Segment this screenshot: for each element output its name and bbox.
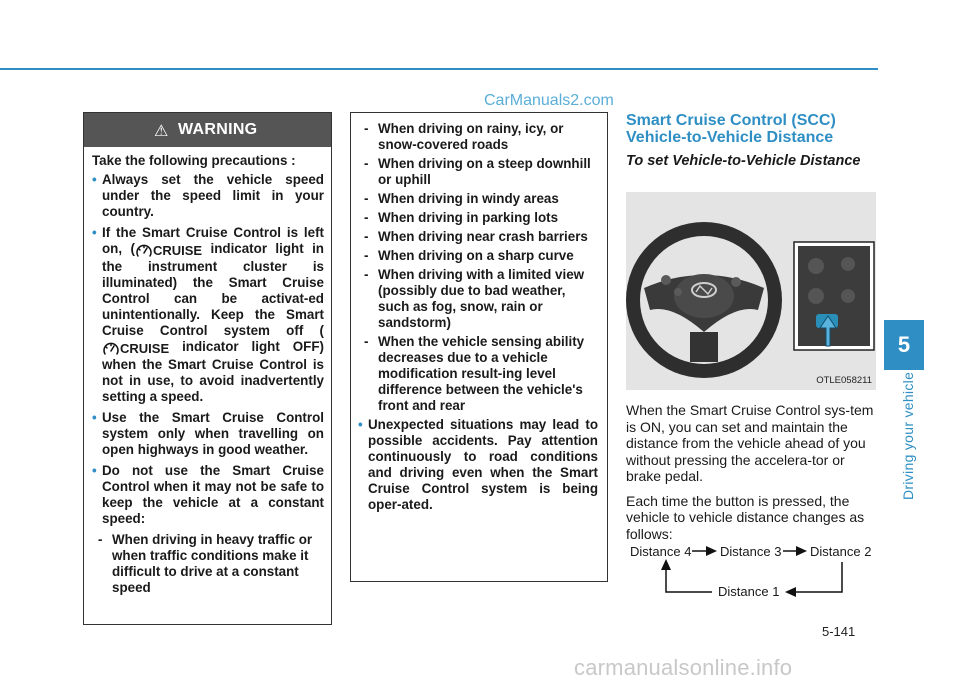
distance-2-label: Distance 2 [810,544,872,559]
distance-arrows [626,540,880,610]
warning-content [92,153,324,599]
distance-3-label: Distance 3 [720,544,782,559]
warning-header [84,113,331,147]
warning-continued-box [350,112,608,582]
warning-bullet: • Use the Smart Cruise Control system only when travelling on open highways in good weather. [92,410,324,458]
dash-text: When driving on a steep downhill or uphill [378,156,591,187]
warning-bullet: • Unexpected situations may lead to possible accidents. Pay attention continuously to road conditions and driving even when the Smart Cruise Control system is being oper-ated. [358,417,598,513]
distance-4-label: Distance 4 [630,544,692,559]
warning-dash-item: - When the vehicle sensing ability decreases due to a vehicle modification result-ing level difference between the vehicle's front and rear [364,334,585,413]
warning-continued-content [358,121,598,518]
warning-dash-item: - When driving in heavy traffic or when traffic conditions make it difficult to drive at a constant speed [98,532,313,595]
chapter-number: 5 [897,332,911,357]
body-text [626,402,876,550]
cruise-indicator [102,341,169,357]
warning-bullet: • Always set the vehicle speed under the speed limit in your country. [92,172,324,220]
distance-cycle-diagram [626,540,880,610]
warning-dash-item: - When driving on a sharp curve [364,248,574,263]
cruise-indicator-icon [135,244,153,258]
cruise-text: CRUISE [120,341,170,356]
warning-bullet-cruise [92,225,324,405]
chapter-tab [884,320,924,370]
dash-text: When the vehicle sensing ability decreases due to a vehicle modification result-ing level difference between the vehicle's front and rear [378,334,585,413]
bullet-text: indicator light OFF) when the Smart Cruise Control is not in use, to avoid inadvertently setting a speed. [102,339,324,404]
arrow-right-icon [783,546,807,556]
warning-title: WARNING [178,121,258,138]
subsection-title: To set Vehicle-to-Vehicle Distance [626,153,861,169]
warning-triangle-icon: ⚠ [154,123,169,140]
warning-dash-item: - When driving near crash barriers [364,229,588,244]
dash-text: When driving on rainy, icy, or snow-covered roads [378,121,564,152]
arrow-path-left [785,562,842,597]
watermark-bottom: carmanualsonline.info [574,655,793,680]
body-paragraph: Each time the button is pressed, the vehicle to vehicle distance changes as follows: [626,492,865,542]
dash-text: When driving in windy areas [378,191,559,206]
dash-text: When driving in parking lots [378,210,559,225]
page-number: 5-141 [822,624,856,639]
warning-dash-item: - When driving on a steep downhill or uphill [364,156,591,187]
top-rule [0,68,878,70]
dash-text: When driving in heavy traffic or when traffic conditions make it difficult to drive at a constant speed [112,532,313,595]
warning-dash-item: - When driving in parking lots [364,210,559,225]
bullet-text: indicator light in the instrument cluster is illuminated) the Smart Cruise Control can be activat-ed unintentionally. Keep the Smart Cruise Control system off ( [102,241,324,338]
warning-bullet: • Do not use the Smart Cruise Control when it may not be safe to keep the vehicle at a constant speed: [92,463,324,527]
figure-code: OTLE058211 [816,375,872,386]
chapter-label: Driving your vehicle [900,371,916,500]
bullet-text: If the Smart Cruise Control is left on, ( [102,225,324,256]
body-paragraph: When the Smart Cruise Control sys-tem is ON, you can set and maintain the distance from the vehicle ahead of you without pressing the accelera-tor or brake pedal. [626,402,874,484]
distance-1-label: Distance 1 [718,584,780,599]
warning-dash-item: - When driving on rainy, icy, or snow-covered roads [364,121,564,152]
dash-text: When driving on a sharp curve [378,248,574,263]
watermark-top: CarManuals2.com [484,92,614,109]
warning-intro: Take the following precautions : [92,153,296,168]
warning-box [83,112,332,625]
arrow-path-up [661,559,712,592]
steering-wheel-figure [626,192,876,390]
dash-text: When driving with a limited view (possibly due to bad weather, such as fog, snow, rain or sandstorm) [378,267,585,330]
section-title: Smart Cruise Control (SCC) Vehicle-to-Vehicle Distance [626,112,836,146]
cruise-indicator [135,243,202,259]
warning-dash-item: - When driving with a limited view (possibly due to bad weather, such as fog, snow, rain or sandstorm) [364,267,585,330]
warning-dash-item: - When driving in windy areas [364,191,559,206]
cruise-indicator-icon [102,342,120,356]
dash-text: When driving near crash barriers [378,229,588,244]
arrow-right-icon [692,546,717,556]
cruise-text: CRUISE [152,243,203,258]
steering-wheel-illustration [626,192,876,390]
